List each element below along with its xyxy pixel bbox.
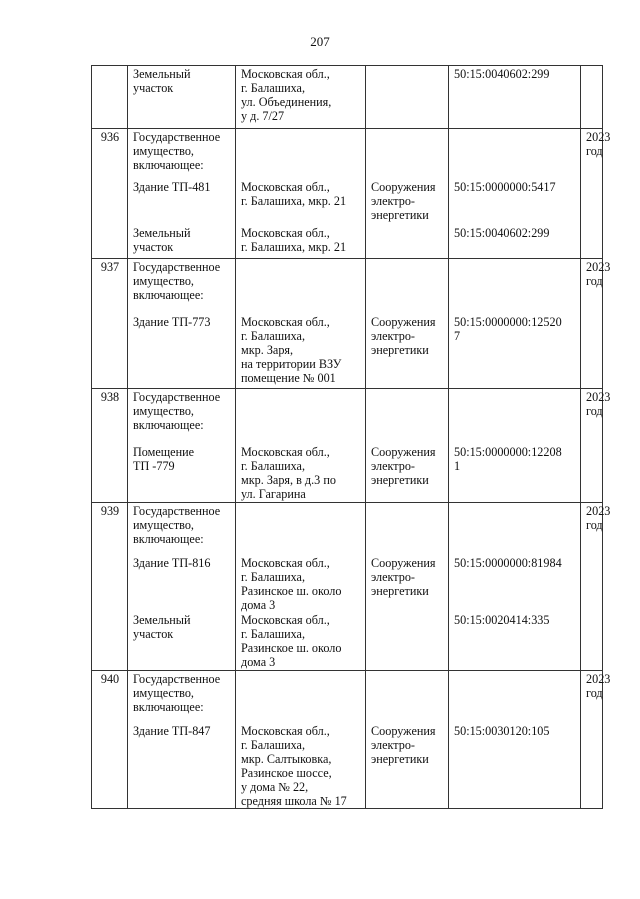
object-address-cell: Московская обл., г. Балашиха, Разинское ш. около дома 3: [236, 612, 366, 671]
year-cell: [581, 723, 603, 809]
year-cell: [581, 314, 603, 389]
object-purpose-cell: [366, 612, 449, 671]
cadastral-number-cell: [449, 503, 581, 555]
cadastral-number-cell: [449, 389, 581, 444]
year-cell: 2023 год: [581, 389, 603, 444]
object-address-cell: [236, 259, 366, 314]
year-cell: 2023 год: [581, 671, 603, 723]
table-row: [92, 723, 603, 809]
year-cell: [581, 225, 603, 259]
cadastral-number-cell: [449, 129, 581, 179]
object-name-cell: Земельный участок: [128, 225, 236, 259]
table-row: [92, 389, 603, 444]
object-purpose-cell: [366, 389, 449, 444]
object-name-cell: Государственное имущество, включающее:: [128, 129, 236, 179]
table-row: [92, 66, 603, 129]
table-row: [92, 503, 603, 555]
row-number-cell: [92, 66, 128, 129]
row-number-cell: [92, 225, 128, 259]
row-number-cell: 940: [92, 671, 128, 723]
object-name-cell: Государственное имущество, включающее:: [128, 389, 236, 444]
object-address-cell: Московская обл., г. Балашиха, мкр. Заря, в д.3 по ул. Гагарина: [236, 444, 366, 503]
row-number-cell: [92, 612, 128, 671]
object-name-cell: Здание ТП-481: [128, 179, 236, 225]
object-name-cell: Помещение ТП -779: [128, 444, 236, 503]
cadastral-number-cell: [449, 671, 581, 723]
table-row: [92, 129, 603, 179]
object-address-cell: [236, 129, 366, 179]
object-address-cell: Московская обл., г. Балашиха, мкр. Заря, на территории ВЗУ помещение № 001: [236, 314, 366, 389]
object-address-cell: [236, 389, 366, 444]
row-number-cell: [92, 444, 128, 503]
table-row: [92, 444, 603, 503]
row-number-cell: [92, 179, 128, 225]
object-purpose-cell: Сооружения электро- энергетики: [366, 444, 449, 503]
registry-body: [92, 66, 611, 809]
object-name-cell: Государственное имущество, включающее:: [128, 503, 236, 555]
object-address-cell: [236, 671, 366, 723]
object-purpose-cell: [366, 225, 449, 259]
table-row: [92, 555, 603, 612]
object-purpose-cell: [366, 66, 449, 129]
object-name-cell: Государственное имущество, включающее:: [128, 671, 236, 723]
object-address-cell: Московская обл., г. Балашиха, ул. Объединения, у д. 7/27: [236, 66, 366, 129]
row-number-cell: 937: [92, 259, 128, 314]
cadastral-number-cell: [449, 259, 581, 314]
row-number-cell: 938: [92, 389, 128, 444]
cadastral-number-cell: 50:15:0030120:105: [449, 723, 581, 809]
cadastral-number-cell: 50:15:0000000:12520 7: [449, 314, 581, 389]
object-name-cell: Здание ТП-847: [128, 723, 236, 809]
object-purpose-cell: [366, 503, 449, 555]
row-number-cell: [92, 314, 128, 389]
year-cell: [581, 612, 603, 671]
object-name-cell: Здание ТП-773: [128, 314, 236, 389]
property-registry-table: [91, 65, 611, 809]
row-number-cell: [92, 555, 128, 612]
object-address-cell: Московская обл., г. Балашиха, мкр. Салтыковка, Разинское шоссе, у дома № 22, средняя школа № 17: [236, 723, 366, 809]
object-address-cell: Московская обл., г. Балашиха, мкр. 21: [236, 179, 366, 225]
row-number-cell: [92, 723, 128, 809]
object-address-cell: [236, 503, 366, 555]
cadastral-number-cell: 50:15:0020414:335: [449, 612, 581, 671]
object-purpose-cell: Сооружения электро- энергетики: [366, 723, 449, 809]
year-cell: 2023 год: [581, 503, 603, 555]
object-purpose-cell: [366, 259, 449, 314]
year-cell: [581, 555, 603, 612]
table-row: [92, 225, 603, 259]
year-cell: 2023 год: [581, 259, 603, 314]
cadastral-number-cell: 50:15:0000000:12208 1: [449, 444, 581, 503]
object-address-cell: Московская обл., г. Балашиха, Разинское ш. около дома 3: [236, 555, 366, 612]
object-name-cell: Земельный участок: [128, 612, 236, 671]
object-purpose-cell: Сооружения электро- энергетики: [366, 555, 449, 612]
row-number-cell: 936: [92, 129, 128, 179]
table-row: [92, 612, 603, 671]
object-purpose-cell: [366, 671, 449, 723]
year-cell: [581, 66, 603, 129]
object-name-cell: Государственное имущество, включающее:: [128, 259, 236, 314]
object-purpose-cell: Сооружения электро- энергетики: [366, 314, 449, 389]
object-name-cell: Земельный участок: [128, 66, 236, 129]
table-row: [92, 179, 603, 225]
object-purpose-cell: Сооружения электро- энергетики: [366, 179, 449, 225]
table-row: [92, 259, 603, 314]
object-address-cell: Московская обл., г. Балашиха, мкр. 21: [236, 225, 366, 259]
page-number: 207: [310, 34, 330, 49]
year-cell: [581, 444, 603, 503]
object-purpose-cell: [366, 129, 449, 179]
year-cell: [581, 179, 603, 225]
cadastral-number-cell: 50:15:0040602:299: [449, 66, 581, 129]
cadastral-number-cell: 50:15:0000000:81984: [449, 555, 581, 612]
cadastral-number-cell: 50:15:0000000:5417: [449, 179, 581, 225]
year-cell: 2023 год: [581, 129, 603, 179]
table-row: [92, 671, 603, 723]
table-row: [92, 314, 603, 389]
object-name-cell: Здание ТП-816: [128, 555, 236, 612]
cadastral-number-cell: 50:15:0040602:299: [449, 225, 581, 259]
row-number-cell: 939: [92, 503, 128, 555]
